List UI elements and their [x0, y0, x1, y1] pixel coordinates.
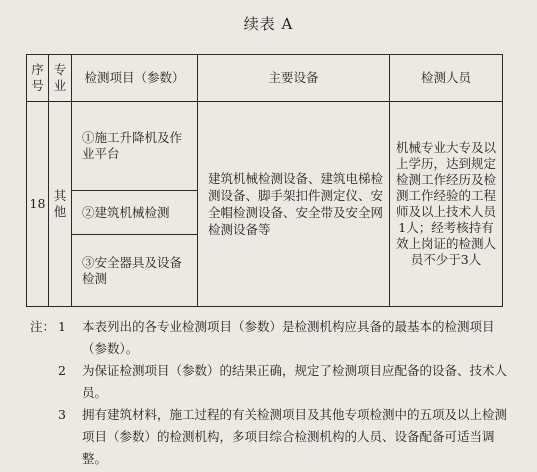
row-seq: 18 [27, 102, 49, 307]
note-number: 2 [58, 363, 66, 378]
item-cell: ①施工升降机及作业平台 [72, 102, 198, 191]
table-row [27, 102, 503, 191]
header-staff: 检测人员 [390, 55, 503, 102]
note-item [30, 360, 510, 404]
item-cell: ②建筑机械检测 [72, 191, 198, 235]
equipment-cell: 建筑机械检测设备、建筑电梯检测设备、脚手架扣件测定仪、安全帽检测设备、安全带及安全网检测设备等 [198, 102, 390, 307]
note-number: 3 [58, 407, 66, 422]
note-number: 1 [58, 319, 66, 334]
staff-cell: 机械专业大专及以上学历，达到规定检测工作经历及检测工作经验的工程师及以上技术人员1人；经考核持有效上岗证的检测人员不少于3人 [390, 102, 503, 307]
note-text: 拥有建筑材料，施工过程的有关检测项目及其他专项检测中的五项及以上检测项目（参数）的检测机构，多项目综合检测机构的人员、设备配备可适当调整。 [82, 407, 508, 466]
item-cell: ③安全器具及设备检测 [72, 235, 198, 307]
header-item: 检测项目（参数） [72, 55, 198, 102]
header-seq: 序 号 [27, 55, 49, 102]
note-item [30, 316, 510, 360]
notes-label: 注： [30, 319, 56, 334]
note-item [30, 404, 510, 470]
notes-section [30, 316, 510, 470]
table-header-row [27, 55, 503, 102]
header-equipment: 主要设备 [198, 55, 390, 102]
note-text: 本表列出的各专业检测项目（参数）是检测机构应具备的最基本的检测项目（参数）。 [82, 319, 495, 356]
page-title: 续表 A [243, 15, 294, 33]
inspection-table [26, 54, 503, 307]
header-major: 专 业 [49, 55, 72, 102]
note-text: 为保证检测项目（参数）的结果正确，规定了检测项目应配备的设备、技术人员。 [82, 363, 508, 400]
row-major: 其 他 [49, 102, 72, 307]
